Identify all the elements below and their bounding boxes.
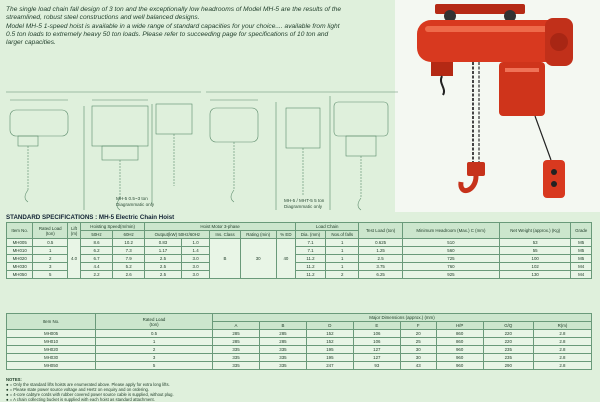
cell-test: 3.75 xyxy=(359,263,403,271)
intro-paragraph-2: Model MH-5 1-speed hoist is available in a wide range of standard capacities for your choice.... available from light 0.5 ton loads to extremely heavy 50 ton loads. Please refer to succeeding page for specifications of 10 ton and larger capacities. xyxy=(6,23,340,46)
table-row xyxy=(7,271,592,279)
cell-d: 195 xyxy=(306,346,353,354)
right-caption-line-2: Diagrammatic only xyxy=(284,203,323,209)
cell-r: 2.8 xyxy=(533,354,591,362)
cell-item: MH010 xyxy=(7,338,96,346)
cell-d: 152 xyxy=(306,338,353,346)
cell-headroom: 510 xyxy=(402,239,499,247)
cell-kw-60: 3.0 xyxy=(181,271,210,279)
hoist-diagram-small-capacity xyxy=(6,86,201,214)
right-caption-line-1: MH-5 / MHT-5 5 ton xyxy=(284,198,325,203)
cell-load: 5 xyxy=(33,271,68,279)
cell-item: MH030 xyxy=(7,354,96,362)
cell-headroom: 925 xyxy=(402,271,499,279)
header-output-60hz: 60Hz xyxy=(189,232,201,237)
header-dim-r: R(m) xyxy=(533,322,591,330)
cell-d: 247 xyxy=(306,362,353,370)
cell-test: 2.5 xyxy=(359,255,403,263)
header-dim-hp: H/P xyxy=(436,322,483,330)
table-row xyxy=(7,247,592,255)
cell-hp: 860 xyxy=(436,330,483,338)
cell-gq: 235 xyxy=(483,354,533,362)
note-item: ● = A chain collecting bucket is supplied with each hoist as standard attachment. xyxy=(6,397,155,402)
cell-lift: 4.0 xyxy=(68,239,81,279)
header-speed-60hz: 60Hz xyxy=(113,231,145,239)
cell-r: 2.8 xyxy=(533,346,591,354)
cell-headroom: 725 xyxy=(402,255,499,263)
hoist-diagram-5-ton xyxy=(206,86,398,214)
cell-falls: 2 xyxy=(326,271,359,279)
table-row xyxy=(7,330,592,338)
table-row xyxy=(7,362,592,370)
cell-rating: 30 xyxy=(240,239,276,279)
cell-dia: 7.1 xyxy=(295,247,325,255)
header-dim-d: D xyxy=(306,322,353,330)
cell-r: 2.8 xyxy=(533,362,591,370)
cell-weight: 130 xyxy=(499,271,570,279)
cell-load: 5 xyxy=(96,362,213,370)
header-speed-50hz: 50Hz xyxy=(81,231,113,239)
left-caption-line-2: Diagrammatic only xyxy=(116,201,155,207)
header-dim-b: B xyxy=(259,322,306,330)
cell-headroom: 560 xyxy=(402,247,499,255)
cell-e: 127 xyxy=(353,346,400,354)
table-row xyxy=(7,255,592,263)
cell-b: 335 xyxy=(259,362,306,370)
header-lift-label: Lift xyxy=(71,225,77,231)
cell-b: 335 xyxy=(259,354,306,362)
cell-hp: 960 xyxy=(436,346,483,354)
cell-kw-60: 3.0 xyxy=(181,255,210,263)
cell-kw-50: 2.5 xyxy=(145,263,181,271)
header-ed: % ED xyxy=(276,231,295,239)
left-caption-line-1: MH-5 0.5~3 ton xyxy=(116,196,148,201)
cell-a: 335 xyxy=(213,354,260,362)
cell-speed-60: 5.2 xyxy=(113,263,145,271)
cell-falls: 1 xyxy=(326,263,359,271)
cell-grade: M5 xyxy=(571,239,592,247)
cell-speed-60: 10.2 xyxy=(113,239,145,247)
cell-b: 335 xyxy=(259,346,306,354)
note-item: ● = Only the standard lifts hoists are enumerated above. Please apply for extra long lifts. xyxy=(6,382,170,387)
cell-load: 0.5 xyxy=(96,330,213,338)
cell-load: 3 xyxy=(96,354,213,362)
cell-weight: 100 xyxy=(499,255,570,263)
header-chain-dia: Dia. (mm) xyxy=(295,231,325,239)
cell-f: 43 xyxy=(400,362,436,370)
header-lift-unit: (m) xyxy=(70,230,78,236)
cell-d: 152 xyxy=(306,330,353,338)
cell-r: 2.8 xyxy=(533,330,591,338)
cell-hp: 960 xyxy=(436,362,483,370)
cell-kw-60: 3.0 xyxy=(181,263,210,271)
intro-text xyxy=(6,6,346,48)
cell-f: 25 xyxy=(400,338,436,346)
cell-ed: 40 xyxy=(276,239,295,279)
cell-f: 30 xyxy=(400,354,436,362)
cell-b: 285 xyxy=(259,338,306,346)
cell-speed-50: 8.6 xyxy=(81,239,113,247)
cell-load: 2 xyxy=(96,346,213,354)
cell-a: 335 xyxy=(213,362,260,370)
cell-f: 30 xyxy=(400,346,436,354)
header-output: Output(kW) 50Hz/60Hz xyxy=(145,231,210,239)
header-rated-load-label: Rated Load xyxy=(142,316,166,322)
header-motor: Hoist Motor 3-phase xyxy=(145,223,296,231)
header-net-weight: Net Weight (approx.) (Kg) xyxy=(499,223,570,239)
cell-e: 127 xyxy=(353,354,400,362)
cell-gq: 235 xyxy=(483,346,533,354)
cell-load: 3 xyxy=(33,263,68,271)
cell-b: 285 xyxy=(259,330,306,338)
header-rated-load-unit: (ton) xyxy=(149,321,159,327)
right-diagram-caption xyxy=(284,198,324,209)
cell-a: 285 xyxy=(213,338,260,346)
table-row xyxy=(7,346,592,354)
cell-weight: 102 xyxy=(499,263,570,271)
cell-item: MH005 xyxy=(7,239,33,247)
cell-headroom: 760 xyxy=(402,263,499,271)
cell-grade: M5 xyxy=(571,255,592,263)
cell-a: 335 xyxy=(213,346,260,354)
cell-load: 1 xyxy=(33,247,68,255)
cell-item: MH050 xyxy=(7,362,96,370)
header-major-dimensions: Major Dimensions (approx.) (mm) xyxy=(213,314,592,322)
header-grade: Grade xyxy=(571,223,592,239)
cell-weight: 53 xyxy=(499,239,570,247)
cell-load: 2 xyxy=(33,255,68,263)
technical-diagrams xyxy=(6,86,398,214)
cell-f: 20 xyxy=(400,330,436,338)
cell-test: 1.25 xyxy=(359,247,403,255)
cell-load: 0.5 xyxy=(33,239,68,247)
header-headroom: Minimum Headroom (Max.) C (mm) xyxy=(402,223,499,239)
cell-dia: 11.2 xyxy=(295,263,325,271)
header-rated-load xyxy=(96,314,213,330)
cell-item: MH050 xyxy=(7,271,33,279)
header-test-load: Test Load (ton) xyxy=(359,223,403,239)
cell-e: 93 xyxy=(353,362,400,370)
header-ins-class: Ins. Class xyxy=(210,231,240,239)
diagram-right xyxy=(206,86,398,214)
header-output-label: Output(kW) xyxy=(154,232,178,237)
header-rated-load-label: Rated Load xyxy=(38,225,62,231)
header-hoisting-speed: Hoisting Speed(m/min) xyxy=(81,223,145,231)
header-dim-gq: G/Q xyxy=(483,322,533,330)
cell-d: 195 xyxy=(306,354,353,362)
specs-title: STANDARD SPECIFICATIONS : MH-5 Electric Chain Hoist xyxy=(6,214,175,221)
cell-weight: 55 xyxy=(499,247,570,255)
left-diagram-caption xyxy=(116,196,154,207)
cell-hp: 860 xyxy=(436,338,483,346)
cell-speed-60: 2.6 xyxy=(113,271,145,279)
header-output-50hz: 50Hz xyxy=(178,232,189,237)
table-row xyxy=(7,263,592,271)
table-row xyxy=(7,239,592,247)
cell-dia: 11.2 xyxy=(295,271,325,279)
cell-falls: 1 xyxy=(326,239,359,247)
notes xyxy=(6,377,594,402)
cell-grade: M4 xyxy=(571,271,592,279)
header-dim-e: E xyxy=(353,322,400,330)
cell-gq: 290 xyxy=(483,362,533,370)
cell-speed-50: 6.7 xyxy=(81,255,113,263)
cell-item: MH010 xyxy=(7,247,33,255)
header-dim-a: A xyxy=(213,322,260,330)
header-rating: Rating (min) xyxy=(240,231,276,239)
cell-gq: 220 xyxy=(483,338,533,346)
cell-speed-60: 7.3 xyxy=(113,247,145,255)
header-lift xyxy=(68,223,81,239)
cell-e: 106 xyxy=(353,330,400,338)
header-item-no: Item No. xyxy=(7,314,96,330)
cell-kw-50: 2.5 xyxy=(145,271,181,279)
note-item: ● = 4-core cabtyre cords with rubber covered power source cable is supplied, without plug. xyxy=(6,392,174,397)
notes-title: NOTES: xyxy=(6,377,22,382)
intro-paragraph-1: The single load chain fall design of 3 ton and the exceptionally low headrooms of Model MH-5 are the results of the streamlined, robust steel constructions and well balanced designs. xyxy=(6,6,342,21)
header-item-no: Item No. xyxy=(7,223,33,239)
cell-load: 1 xyxy=(96,338,213,346)
header-chain-falls: Nos.of falls xyxy=(326,231,359,239)
red-chain-hoist-image xyxy=(395,0,600,212)
header-rated-load xyxy=(33,223,68,239)
cell-test: 0.625 xyxy=(359,239,403,247)
table-row xyxy=(7,354,592,362)
cell-dia: 7.1 xyxy=(295,239,325,247)
hoist-photo xyxy=(395,0,600,212)
cell-item: MH030 xyxy=(7,263,33,271)
cell-item: MH020 xyxy=(7,255,33,263)
cell-grade: M5 xyxy=(571,247,592,255)
table-row xyxy=(7,338,592,346)
specs-table-performance xyxy=(6,222,592,279)
cell-kw-50: 1.17 xyxy=(145,247,181,255)
cell-falls: 1 xyxy=(326,247,359,255)
cell-r: 2.8 xyxy=(533,338,591,346)
header-rated-load-unit: (ton) xyxy=(45,230,55,236)
cell-gq: 220 xyxy=(483,330,533,338)
cell-item: MH020 xyxy=(7,346,96,354)
header-dim-f: F xyxy=(400,322,436,330)
cell-speed-60: 7.9 xyxy=(113,255,145,263)
cell-item: MH005 xyxy=(7,330,96,338)
cell-dia: 11.2 xyxy=(295,255,325,263)
cell-falls: 1 xyxy=(326,255,359,263)
cell-hp: 960 xyxy=(436,354,483,362)
cell-speed-50: 4.4 xyxy=(81,263,113,271)
specs-table-dimensions xyxy=(6,313,592,370)
cell-kw-50: 2.5 xyxy=(145,255,181,263)
cell-speed-50: 2.2 xyxy=(81,271,113,279)
diagram-left xyxy=(6,86,201,214)
cell-kw-60: 1.4 xyxy=(181,247,210,255)
cell-kw-50: 0.83 xyxy=(145,239,181,247)
cell-ins: B xyxy=(210,239,240,279)
cell-a: 285 xyxy=(213,330,260,338)
cell-speed-50: 6.2 xyxy=(81,247,113,255)
cell-test: 6.25 xyxy=(359,271,403,279)
note-item: ● = Please state power source voltage and Hertz on enquiry and on ordering. xyxy=(6,387,150,392)
cell-e: 106 xyxy=(353,338,400,346)
header-load-chain: Load Chain xyxy=(295,223,358,231)
cell-kw-60: 1.0 xyxy=(181,239,210,247)
cell-grade: M4 xyxy=(571,263,592,271)
